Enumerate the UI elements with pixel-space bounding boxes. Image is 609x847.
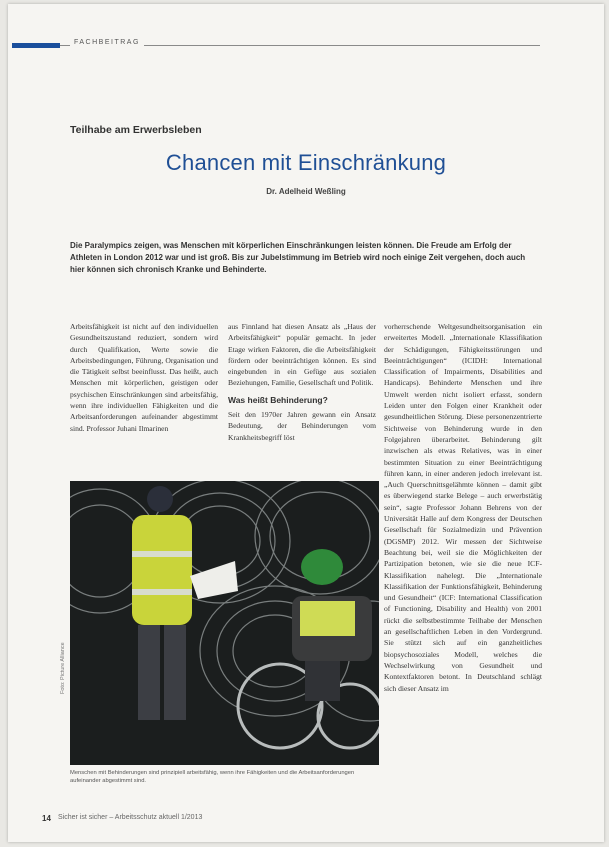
intro-paragraph: Die Paralympics zeigen, was Menschen mit körperlichen Einschränkungen leisten können. Die Freude am Erfolg der Athleten in London 2012 war und ist groß. Bis zur Jubelstimmung im Betrieb wird noch einige Zeit vergehen, doch auch hier können sich chronisch Kranke und Behinderte.	[70, 241, 526, 274]
article-column-3: vorherrschende Weltgesundheitsorganisation ein erweitertes Modell. „Internationale Klassifikation der Schädigungen, Fähigkeitsstörungen und Beeinträchtigungen“ (ICIDH: International Classification of Impairments, Disabilities and Handicaps). Behinderte Menschen und ihre Umwelt werden nicht isoliert erfasst, sondern Leiden unter den Folgen einer Krankheit oder gesundheitlichen Störung. Diese personenzentrierte Sichtweise von Behinderung wurde in den Folgejahren überarbeitet. Behinderung gilt inzwischen als etwas Relatives, was in einer bestimmten Situation zu einer Beeinträchtigung führen kann, in einer anderen jedoch irrelevant ist. „Auch Querschnittsgelähmte können – damit gibt es überwiegend starke Belege – auch erwerbstätig sein“, sagte Professor Johann Behrens von der Universität Halle auf dem Kongress der Deutschen Gesellschaft für Sozialmedizin und Prävention (DGSMP) 2012. Wir messen der Sichtweise Beachtung bei, weil sie die Möglichkeiten der Partizipation betonen, wie sie die neue ICF-Klassifikation nahelegt. Die „Internationale Klassifikation der Funktionsfähigkeit, Behinderung und Gesundheit“ (ICF: International Classification of Functioning, Disability and Health) von 2001 rückt die selbstbestimmte Teilhabe der Menschen an gesellschaftlichen Leben in den Vordergrund. Sie stützt sich auf ein ganzheitliches biopsychosoziales Modell, welches die Wechselwirkung von Gesundheit und Kontextfaktoren betont. In Deutschland schlägt sich dieser Ansatz im	[384, 322, 542, 693]
author: Dr. Adelheid Weßling	[266, 187, 346, 196]
article-column-2	[228, 321, 376, 443]
column-2-text-a: aus Finnland hat diesen Ansatz als „Haus der Arbeitsfähigkeit“ populär gemacht. In jeder Etage wirken Faktoren, die die Arbeitsfähigkeit fördern oder beeinträchtigen können. Es sind eingebunden in ein Gefüge aus sozialen Beziehungen, Familie, Gesellschaft und Politik.	[228, 322, 376, 388]
article-photo	[70, 481, 379, 765]
workers-with-wire-coils-image	[70, 481, 379, 765]
headline: Chancen mit Einschränkung	[165, 150, 447, 175]
article-column-1: Arbeitsfähigkeit ist nicht auf den individuellen Gesundheitszustand reduziert, sondern wird durch Qualifikation, Werte sowie die Arbeitsbedingungen, Führung, Organisation und die Tätigkeit selbst beeinflusst. Das heißt, auch Menschen mit körperlichen, geistigen oder psychischen Einschränkungen sind arbeitsfähig, wenn ihre individuellen Fähigkeiten und die Arbeitsanforderungen aufeinander abgestimmt sind. Professor Juhani Ilmarinen	[70, 322, 218, 433]
magazine-page	[8, 4, 604, 842]
subheading-behinderung: Was heißt Behinderung?	[228, 394, 328, 405]
page-number: 14	[42, 814, 51, 823]
photo-caption: Menschen mit Behinderungen sind prinzipiell arbeitsfähig, wenn ihre Fähigkeiten und die Arbeitsanforderungen aufeinander abgestimmt sind.	[70, 770, 355, 784]
rubric-accent-bar	[12, 43, 60, 48]
kicker: Teilhabe am Erwerbsleben	[70, 124, 202, 136]
photo-credit: Foto: Picture Alliance	[60, 642, 66, 694]
column-2-text-b: Seit den 1970er Jahren gewann ein Ansatz Bedeutung, der Behinderungen vom Krankheitsbegriff löst	[228, 410, 376, 442]
rubric-label: FACHBEITRAG	[70, 39, 144, 46]
footer-magazine-title: Sicher ist sicher – Arbeitsschutz aktuell 1/2013	[58, 814, 203, 821]
